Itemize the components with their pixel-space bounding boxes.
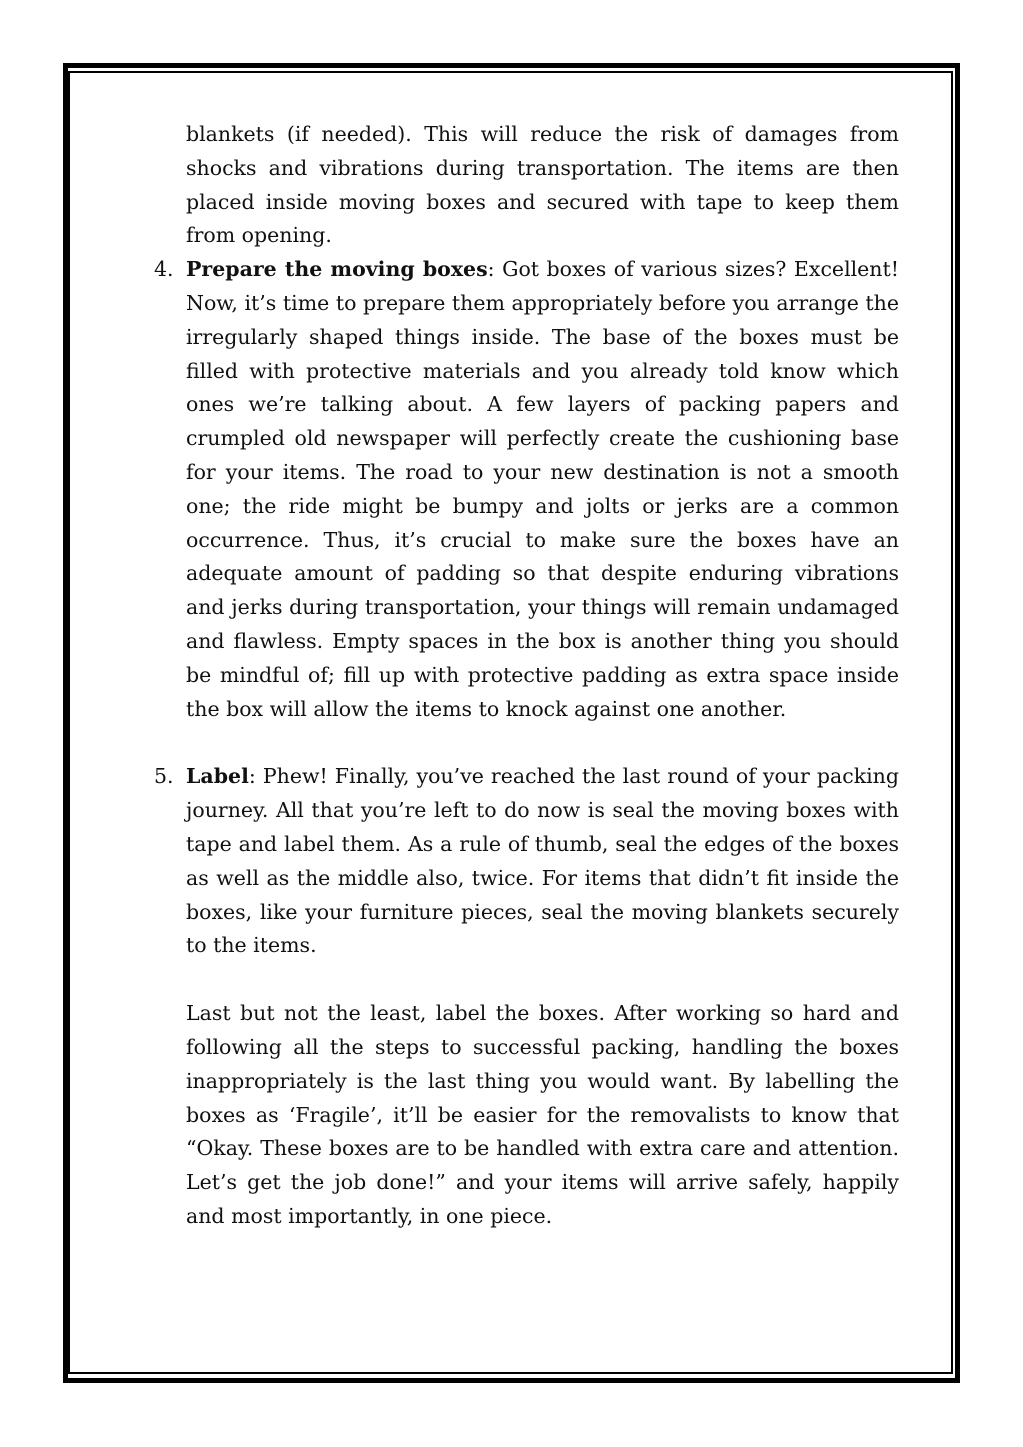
closing-paragraph: Last but not the least, label the boxes. After working so hard and following all the steps to successful packing, handling the boxes inappropriately is the last thing you would want. By labelling the boxes as ‘Fragile’, it’ll be easier for the removalists to know that “Okay. These boxes are to be handled with extra care and attention. Let’s get the job done!” and your items will arrive safely, happily and most importantly, in one piece. <box>186 1001 899 1228</box>
list-item-label <box>154 760 899 963</box>
intro-paragraph: blankets (if needed). This will reduce the risk of damages from shocks and vibrations during transportation. The items are then placed inside moving boxes and secured with tape to keep them from opening. <box>186 122 899 248</box>
list-number: 5. <box>154 764 174 789</box>
list-item-prepare-boxes <box>154 253 899 726</box>
list-item-separator: : <box>487 257 495 282</box>
list-number: 4. <box>154 257 174 282</box>
list-item-text: Phew! Finally, you’ve reached the last round of your packing journey. All that you’re left to do now is seal the moving boxes with tape and label them. As a rule of thumb, seal the edges of the boxes as well as the middle also, twice. For items that didn’t fit inside the boxes, like your furniture pieces, seal the moving blankets securely to the items. <box>186 764 899 958</box>
list-item-heading: Label <box>186 764 249 789</box>
document-body <box>154 118 899 1234</box>
list-item-paragraph <box>186 253 899 726</box>
list-item-heading: Prepare the moving boxes <box>186 257 488 282</box>
list-item-text: Got boxes of various sizes? Excellent! Now, it’s time to prepare them appropriately before you arrange the irregularly shaped things inside. The base of the boxes must be filled with protective materials and you already told know which ones we’re talking about. A few layers of packing papers and crumpled old newspaper will perfectly create the cushioning base for your items. The road to your new destination is not a smooth one; the ride might be bumpy and jolts or jerks are a common occurrence. Thus, it’s crucial to make sure the boxes have an adequate amount of padding so that despite enduring vibrations and jerks during transportation, your things will remain undamaged and flawless. Empty spaces in the box is another thing you should be mindful of; fill up with protective padding as extra space inside the box will allow the items to knock against one another. <box>186 257 899 721</box>
list-item-paragraph <box>186 760 899 963</box>
list-item-separator: : <box>248 764 256 789</box>
